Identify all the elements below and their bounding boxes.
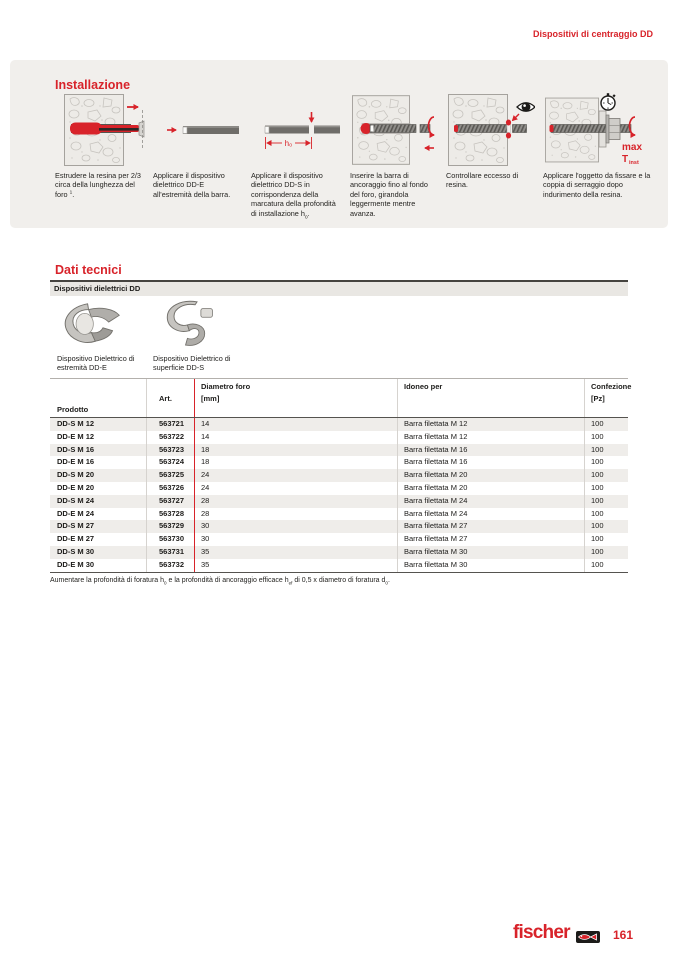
fischer-fish-icon [576,931,600,943]
table-cell: 35 [194,559,397,572]
table-cell: 100 [584,559,628,572]
dd-e-cap [183,127,187,134]
table-cell: 563724 [146,456,194,469]
table-cell: DD-S M 24 [57,495,95,505]
step-3-caption: Applicare il dispositivo dielettrico DD-S in corrispondenza della marcatura della profondità di installazione $h_0$. [251,171,336,221]
resin [70,123,102,135]
step-2-caption: Applicare il dispositivo dielettrico DD-E all'estremità della barra. [153,171,231,199]
table-row [50,546,628,559]
installation-step-1 [55,92,145,199]
table-cell: DD-E M 12 [57,431,95,441]
table-cell: 563726 [146,482,194,495]
table-cell: 563723 [146,444,194,457]
stopwatch-icon [601,93,616,110]
table-row [50,482,628,495]
dd-s-clip-image [153,299,243,347]
dd-s-apply-figure [251,92,342,168]
rotate-arrow-icon [629,117,635,135]
table-row [50,469,628,482]
resin-extrusion-figure [55,92,145,168]
table-cell: 563721 [146,418,194,431]
product-dd-e [57,299,153,373]
table-cell: 563722 [146,431,194,444]
arrow-down-left-icon [513,114,520,121]
threaded-rod [456,125,527,133]
column-header-product: Prodotto [57,404,89,414]
resin [454,125,458,132]
table-cell: Barra filettata M 20 [397,469,584,482]
table-cell: Barra filettata M 16 [397,456,584,469]
table-cell: DD-E M 30 [57,559,95,569]
table-cell: 100 [584,418,628,431]
svg-text:inst: inst [629,160,639,166]
data-table [50,378,632,573]
step-1-illustration [55,92,145,168]
step-6-illustration [543,92,663,168]
resin [550,125,554,132]
dd-s-device [265,127,269,134]
torque-figure [543,92,663,168]
installation-section [10,60,668,228]
table-cell: Barra filettata M 27 [397,533,584,546]
table-cell: 100 [584,444,628,457]
installation-title: Installazione [55,78,131,93]
page-header-title: Dispositivi di centraggio DD [532,29,653,39]
table-cell: 563730 [146,533,194,546]
product-figures [50,299,628,373]
column-header-pack: Confezione [Pz] [584,379,628,417]
column-header-suitable: Idoneo per [397,379,584,417]
table-cell: 18 [194,456,397,469]
table-cell: DD-S M 20 [57,470,95,480]
product-dd-e-caption: Dispositivo Dielettrico di estremità DD-E [57,354,135,373]
table-row [50,431,628,444]
table-cell: 30 [194,520,397,533]
table-cell: DD-E M 24 [57,508,95,518]
table-cell: 563725 [146,469,194,482]
eye-icon [517,103,535,112]
threaded-rod [265,126,340,134]
resin-check-figure [446,92,535,168]
product-dd-s-caption: Dispositivo Dielettrico di superficie DD-S [153,354,231,373]
step-1-caption: Estrudere la resina per 2/3 circa della lunghezza del foro $^1$. [55,171,141,199]
table-cell: Barra filettata M 27 [397,520,584,533]
threaded-rod [183,126,239,134]
step-6-caption: Applicare l'oggetto da fissare e la coppia di serraggio dopo indurimento della resina. [543,171,651,199]
table-cell: 100 [584,533,628,546]
threaded-rod [370,125,430,133]
rotate-arrow-icon [428,117,434,135]
table-cell: 30 [194,533,397,546]
table-cell: Barra filettata M 30 [397,546,584,559]
table-cell: 100 [584,431,628,444]
dd-s-device [507,125,511,133]
dd-e-apply-figure [153,92,243,168]
table-cell: 563732 [146,559,194,572]
table-cell: 100 [584,495,628,508]
table-cell: 35 [194,546,397,559]
table-cell: Barra filettata M 16 [397,444,584,457]
h0-label: h₀ [284,139,293,148]
technical-data-title: Dati tecnici [55,263,122,278]
group-header: Dispositivi dielettrici DD [50,280,628,296]
table-row [50,495,628,508]
dd-e-clip-image [57,299,147,347]
table-cell: DD-S M 12 [57,418,95,428]
table-cell: 24 [194,469,397,482]
table-cell: 100 [584,469,628,482]
dd-e-cap [371,126,374,132]
table-cell: 100 [584,520,628,533]
installation-step-2 [153,92,243,199]
step-5-illustration [446,92,535,168]
table-row [50,418,628,431]
installation-step-3 [251,92,342,222]
table-cell: Barra filettata M 30 [397,559,584,572]
table-cell: 100 [584,546,628,559]
svg-text:T: T [622,154,629,165]
table-row [50,520,628,533]
table-cell: Barra filettata M 24 [397,508,584,521]
column-header-art: Art. [146,379,194,417]
technical-data-section [50,280,632,592]
rod-insert-figure [350,92,438,168]
step-4-caption: Inserire la barra di ancoraggio fino al fondo del foro, girandola leggermente mentre avanza. [350,171,428,218]
table-cell: DD-S M 16 [57,444,95,454]
table-cell: Barra filettata M 12 [397,418,584,431]
table-cell: DD-S M 30 [57,546,95,556]
washer [606,115,609,143]
table-row [50,533,628,546]
table-cell: 563731 [146,546,194,559]
table-header [50,379,632,418]
table-cell: 28 [194,495,397,508]
table-body [50,418,628,572]
step-3-illustration [251,92,342,168]
column-header-diameter: Diametro foro [mm] [194,379,397,417]
table-row [50,444,628,457]
step-2-illustration [153,92,243,168]
installation-step-4 [350,92,438,218]
table-cell: Barra filettata M 24 [397,495,584,508]
table-footnote: Aumentare la profondità di foratura $h_0$ e la profondità di ancoraggio efficace $h_{ef}$ di 0,5 x diametro di foratura $d_0$. [50,576,390,585]
hex-nut [609,119,620,140]
step-5-caption: Controllare eccesso di resina. [446,171,519,190]
table-cell: 563728 [146,508,194,521]
installation-step-6 [543,92,663,199]
table-cell: 100 [584,508,628,521]
table-cell: 563729 [146,520,194,533]
page-number: 161 [613,928,634,942]
fischer-logo: fischer [513,922,570,943]
step-4-illustration [350,92,438,168]
table-cell: 14 [194,418,397,431]
table-cell: 100 [584,456,628,469]
svg-text:max: max [622,142,643,153]
table-cell: DD-E M 16 [57,457,95,467]
table-cell: DD-E M 27 [57,534,95,544]
table-cell: Barra filettata M 12 [397,431,584,444]
table-cell: DD-E M 20 [57,482,95,492]
max-tinst-label [622,142,642,166]
table-cell: 28 [194,508,397,521]
table-cell: DD-S M 27 [57,521,95,531]
table-row [50,456,628,469]
table-cell: 563727 [146,495,194,508]
table-row [50,559,628,572]
table-cell: Barra filettata M 20 [397,482,584,495]
table-row [50,508,628,521]
table-cell: 24 [194,482,397,495]
table-cell: 14 [194,431,397,444]
table-cell: 18 [194,444,397,457]
installation-steps [55,92,663,222]
installation-step-5 [446,92,535,190]
product-dd-s [153,299,249,373]
table-cell: 100 [584,482,628,495]
